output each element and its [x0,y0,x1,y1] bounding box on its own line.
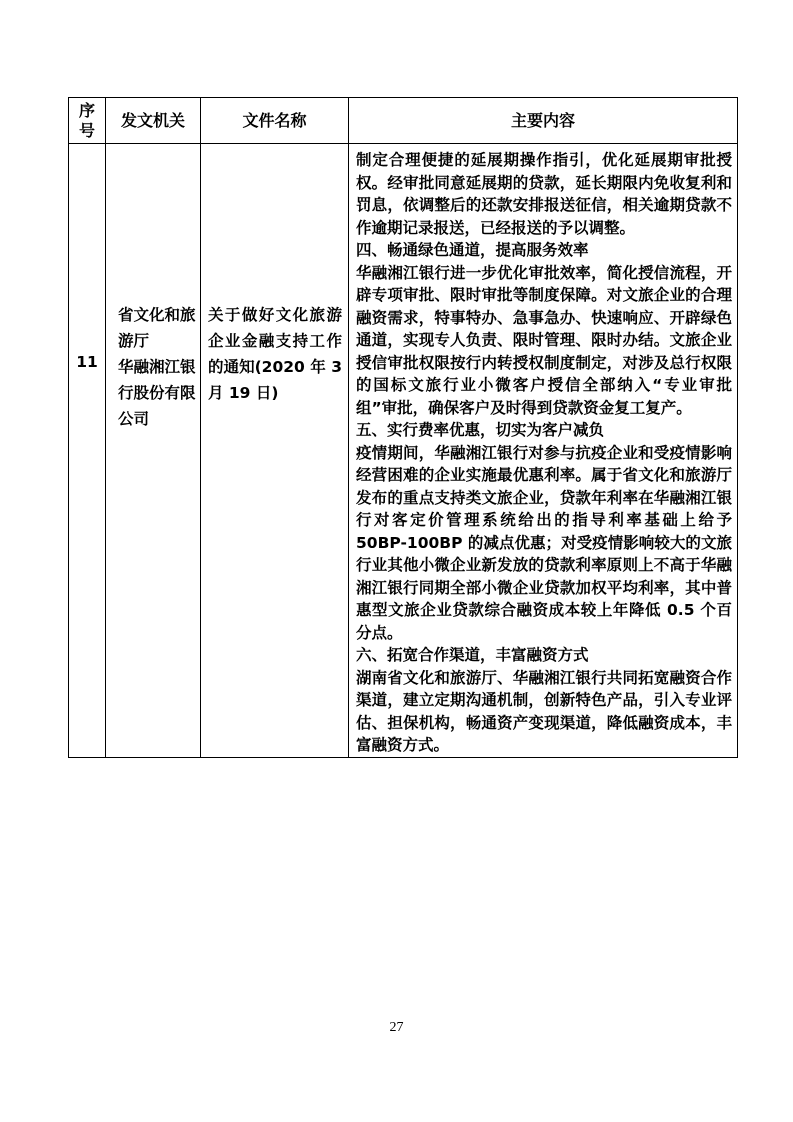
header-cell-agency: 发文机关 [106,98,201,144]
content-paragraph: 疫情期间，华融湘江银行对参与抗疫企业和受疫情影响经营困难的企业实施最优惠利率。属于省文化和旅游厅发布的重点支持类文旅企业，贷款年利率在华融湘江银行对客定价管理系统给出的指导利率基础上给予 50BP-100BP 的减点优惠；对受疫情影响较大的文旅行业其他小微企业新发放的贷款利率原则上不高于华融湘江银行同期全部小微企业贷款加权平均利率，其中普惠型文旅企业贷款综合融资成本较上年降低 0.5 个百分点。 [356,443,732,642]
row-index-value: 11 [69,144,106,758]
content-section-heading: 五、实行费率优惠，切实为客户减负 [356,421,605,439]
content-cell [349,144,738,758]
page-number: 27 [389,1020,404,1035]
agency-cell [106,144,201,758]
header-cell-content: 主要内容 [349,98,738,144]
content-section-heading: 六、拓宽合作渠道，丰富融资方式 [356,646,589,664]
table-row [69,144,738,758]
header-cell-title: 文件名称 [201,98,349,144]
content-section-heading: 四、畅通绿色通道，提高服务效率 [356,241,589,259]
table-header-row [69,98,738,144]
content-paragraph: 华融湘江银行进一步优化审批效率，简化授信流程，开辟专项审批、限时审批等制度保障。对文旅企业的合理融资需求，特事特办、急事急办、快速响应、开辟绿色通道，实现专人负责、限时管理、限时办结。文旅企业授信审批权限按行内转授权制度制定，对涉及总行权限的国标文旅行业小微客户授信全部纳入“专业审批组”审批，确保客户及时得到贷款资金复工复产。 [356,263,732,417]
header-cell-index: 序号 [69,98,106,144]
content-paragraph: 制定合理便捷的延展期操作指引，优化延展期审批授权。经审批同意延展期的贷款，延长期限内免收复利和罚息，依调整后的还款安排报送征信，相关逾期贷款不作逾期记录报送，已经报送的予以调整。 [356,151,732,237]
agency-name: 华融湘江银行股份有限公司 [118,358,196,428]
agency-name: 省文化和旅游厅 [118,306,196,350]
document-title: 关于做好文化旅游企业金融支持工作的通知(2020 年 3 月 19 日) [201,144,349,758]
content-paragraph: 湖南省文化和旅游厅、华融湘江银行共同拓宽融资合作渠道，建立定期沟通机制，创新特色产品，引入专业评估、担保机构，畅通资产变现渠道，降低融资成本，丰富融资方式。 [356,668,732,754]
records-table [68,97,738,758]
